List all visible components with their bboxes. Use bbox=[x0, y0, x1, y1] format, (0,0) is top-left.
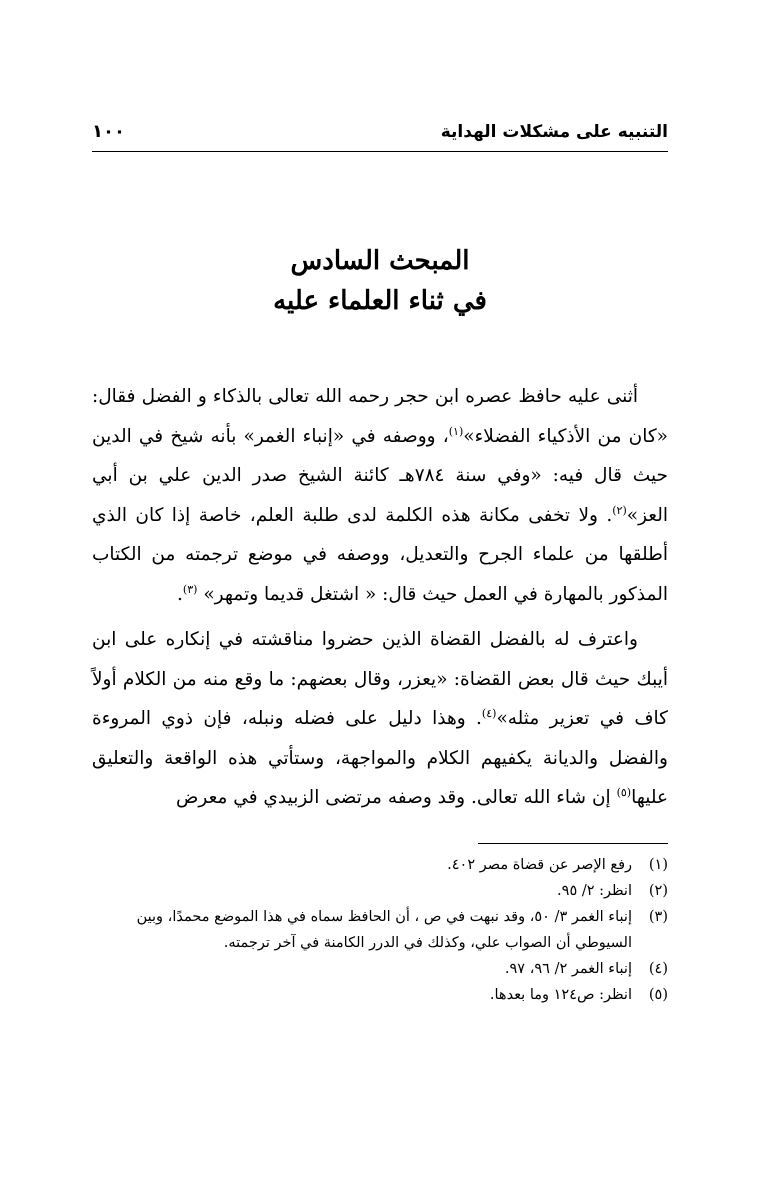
section-title: المبحث السادس bbox=[290, 246, 470, 276]
body-text bbox=[92, 377, 668, 818]
footnote-ref[interactable]: (١) bbox=[448, 424, 464, 438]
footnote-text: إنباء الغمر ٢/ ٩٦، ٩٧. bbox=[504, 961, 632, 977]
section-subtitle: في ثناء العلماء عليه bbox=[273, 286, 487, 316]
footnote-item bbox=[92, 982, 668, 1008]
running-title: التنبيه على مشكلات الهداية bbox=[440, 122, 668, 142]
footnote-number: (٥) bbox=[648, 987, 668, 1003]
page-number: ١٠٠ bbox=[92, 121, 125, 142]
paragraph-text: . bbox=[177, 583, 183, 605]
footnote-number: (١) bbox=[648, 857, 668, 873]
paragraph-text: . ولا تخفى مكانة هذه الكلمة لدى طلبة العلم، خاصة إذا كان الذي أطلقها من علماء الجرح والتعديل، ووصفه في موضع ترجمته من الكتاب المذكور بالمهارة في العمل حيث قال: « اشتغل قديما وتمهر» bbox=[92, 504, 668, 605]
header-rule bbox=[92, 151, 668, 152]
paragraph-text: إن شاء الله تعالى. وقد وصفه مرتضى الزبيدي في معرض bbox=[176, 787, 617, 808]
footnote-rule bbox=[478, 843, 668, 844]
paragraph-text: أثنى عليه حافظ عصره ابن حجر رحمه الله تعالى بالذكاء و الفضل فقال: «كان من الأذكياء الفضلاء» bbox=[92, 386, 668, 447]
footnote-number: (٣) bbox=[648, 909, 668, 925]
footnote-item bbox=[92, 852, 668, 878]
footnotes bbox=[92, 852, 668, 1008]
footnote-number: (٤) bbox=[648, 961, 668, 977]
footnote-item bbox=[92, 878, 668, 904]
footnote-text: انظر: ٢/ ٩٥. bbox=[557, 883, 632, 899]
paragraph-2 bbox=[92, 620, 668, 818]
footnote-item bbox=[92, 956, 668, 982]
footnote-ref[interactable]: (٢) bbox=[612, 503, 627, 517]
paragraph-text: واعترف له بالفضل القضاة الذين حضروا مناقشته في إنكاره على ابن أيبك حيث قال بعض القضاة: «يعزر، وقال بعضهم: ما وقع منه من الكلام أولاً كاف في تعزير مثله» bbox=[92, 629, 668, 729]
footnote-ref[interactable]: (٤) bbox=[481, 706, 497, 720]
footnote-text: رفع الإصر عن قضاة مصر ٤٠٢. bbox=[447, 857, 632, 873]
footnote-text: إنباء الغمر ٣/ ٥٠، وقد نبهت في ص ، أن الحافظ سماه في هذا الموضع محمدًا، وبين السيوطي أن الصواب علي، وكذلك في الدرر الكامنة في آخر ترجمته. bbox=[136, 909, 632, 951]
footnote-ref[interactable]: (٥) bbox=[616, 785, 632, 799]
paragraph-text: ، ووصفه في «إنباء الغمر» بأنه شيخ في الدين حيث قال فيه: «وفي سنة ٧٨٤هـ كائنة الشيخ صدر الدين علي بن أبي العز» bbox=[92, 425, 668, 526]
footnote-item bbox=[92, 904, 668, 956]
running-header bbox=[92, 120, 668, 150]
paragraph-1 bbox=[92, 377, 668, 614]
footnote-number: (٢) bbox=[648, 883, 668, 899]
paragraph-text: . وهذا دليل على فضله ونبله، فإن ذوي المروءة والفضل والديانة يكفيهم الكلام والمواجهة، وستأتي هذه الواقعة والتعليق عليها bbox=[92, 708, 668, 808]
footnote-text: انظر: ص١٢٤ وما بعدها. bbox=[489, 987, 632, 1003]
footnote-ref[interactable]: (٣) bbox=[182, 582, 198, 596]
